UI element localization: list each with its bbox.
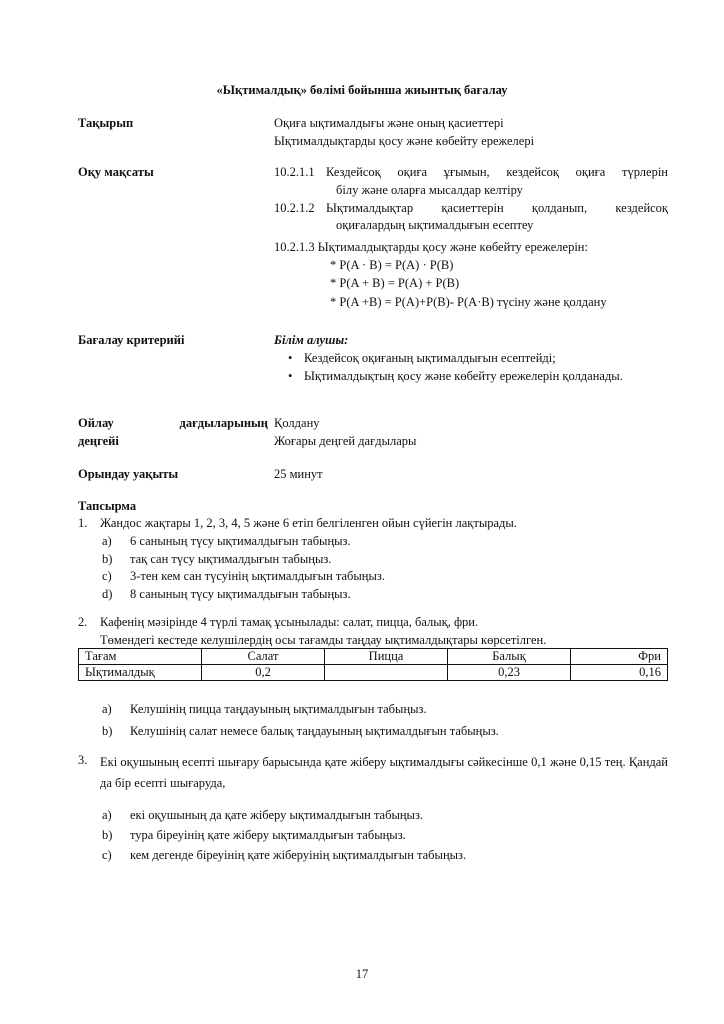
subtask xyxy=(78,551,668,569)
page-number: 17 xyxy=(355,967,369,981)
page-title: «Ықтималдық» бөлімі бойынша жиынтық бағалау xyxy=(216,83,508,97)
task-2-subtasks xyxy=(78,701,668,741)
objective-text: Кездейсоқ оқиға ұғымын, кездейсоқ оқиға түрлерін xyxy=(326,165,668,179)
task-3 xyxy=(78,752,668,865)
topic-label: Тақырып xyxy=(78,116,134,130)
thinking-label xyxy=(78,415,268,451)
criteria-value xyxy=(274,332,668,385)
subtask xyxy=(78,847,668,865)
table-cell: Ықтималдық xyxy=(79,665,202,681)
topic-value xyxy=(274,115,668,151)
table-cell: 0,23 xyxy=(448,665,571,681)
formula-line: * P(A · B) = P(A) · P(B) xyxy=(330,257,454,272)
table-cell: Фри xyxy=(571,649,668,665)
table-row xyxy=(79,665,668,681)
subtask-text: Келушінің салат немесе балық таңдауының ықтималдығын табыңыз. xyxy=(130,723,499,738)
subtask-letter: c) xyxy=(102,847,112,862)
thinking-label-word: Ойлау xyxy=(78,416,114,430)
criteria-label: Бағалау критерийі xyxy=(78,333,185,347)
criteria-bullet xyxy=(274,350,668,368)
task-number: 3. xyxy=(78,753,88,767)
table-cell: Тағам xyxy=(79,649,202,665)
subtask-text: тура біреуінің қате жіберу ықтималдығын табыңыз. xyxy=(130,828,406,842)
time-value: 25 минут xyxy=(274,467,323,481)
criteria-text: Ықтималдықтың қосу және көбейту ережелерін қолданады. xyxy=(304,368,623,383)
subtask-letter: d) xyxy=(102,587,113,601)
subtask xyxy=(78,568,668,586)
table-cell: Балық xyxy=(448,649,571,665)
objective-item xyxy=(274,200,668,236)
task-2 xyxy=(78,614,668,650)
topic-line: Оқиға ықтималдығы және оның қасиеттері xyxy=(274,116,504,130)
thinking-label-line xyxy=(78,415,268,433)
table-cell: Пицца xyxy=(325,649,448,665)
subtask xyxy=(78,533,668,551)
subtask-text: екі оқушының да қате жіберу ықтималдығын табыңыз. xyxy=(130,808,424,823)
formula-line: * P(A +B) = P(A)+P(B)- P(A·B) түсіну және қолдану xyxy=(330,295,607,310)
thinking-line: Қолдану xyxy=(274,416,320,430)
subtask xyxy=(78,701,668,719)
task-number: 2. xyxy=(78,615,88,629)
thinking-label-word: дағдыларының xyxy=(179,416,268,430)
objective-text: оқиғалардың ықтималдығын есептеу xyxy=(336,218,534,233)
task-text: Төмендегі кестеде келушілердің осы тағамды таңдау ықтималдықтары көрсетілген. xyxy=(100,632,547,647)
subtask-text: Келушінің пицца таңдауының ықтималдығын табыңыз. xyxy=(130,702,427,716)
subtask-text: 6 санының түсу ықтималдығын табыңыз. xyxy=(130,533,351,548)
subtask-letter: c) xyxy=(102,569,112,584)
subtask-letter: b) xyxy=(102,551,113,566)
table-header-row xyxy=(79,649,668,665)
subtask xyxy=(78,723,668,741)
task-text: Жандос жақтары 1, 2, 3, 4, 5 және 6 етіп белгіленген ойын сүйегін лақтырады. xyxy=(100,516,517,530)
subtask xyxy=(78,586,668,604)
table-cell: 0,2 xyxy=(202,665,325,681)
subtask xyxy=(78,807,668,825)
time-label: Орындау уақыты xyxy=(78,467,179,481)
objective-item xyxy=(274,164,668,200)
bullet-icon: • xyxy=(288,350,293,365)
task-heading: Тапсырма xyxy=(78,499,137,513)
table-cell: 0,16 xyxy=(571,665,668,681)
objective-item-3: 10.2.1.3 Ықтималдықтарды қосу және көбейту ережелерін: xyxy=(274,240,588,254)
objective-text: білу және оларға мысалдар келтіру xyxy=(336,182,523,197)
table-cell: Салат xyxy=(202,649,325,665)
criteria-bullet xyxy=(274,368,668,386)
task-text: Кафенің мәзірінде 4 түрлі тамақ ұсынылады: салат, пицца, балық, фри. xyxy=(100,615,479,629)
subtask xyxy=(78,827,668,845)
subtask-letter: a) xyxy=(102,533,112,548)
subtask-text: кем дегенде біреуінің қате жіберуінің ықтималдығын табыңыз. xyxy=(130,847,467,862)
subtask-text: 8 санының түсу ықтималдығын табыңыз. xyxy=(130,587,351,601)
objectives-label: Оқу мақсаты xyxy=(78,165,154,179)
subtask-letter: b) xyxy=(102,828,113,842)
learner-heading: Білім алушы: xyxy=(274,333,349,347)
table-cell xyxy=(325,665,448,681)
topic-line: Ықтималдықтарды қосу және көбейту ережелері xyxy=(274,133,535,148)
thinking-label-line: деңгейі xyxy=(78,433,119,448)
probability-table xyxy=(78,648,668,681)
objectives-value xyxy=(274,164,668,312)
subtask-letter: a) xyxy=(102,808,112,823)
objective-code: 10.2.1.2 xyxy=(274,200,315,215)
bullet-icon: • xyxy=(288,368,293,383)
subtask-letter: a) xyxy=(102,702,112,716)
subtask-text: тақ сан түсу ықтималдығын табыңыз. xyxy=(130,551,332,566)
thinking-value xyxy=(274,415,668,451)
task-text: Екі оқушының есепті шығару барысында қате жіберу ықтималдығы сәйкесінше 0,1 және 0,15 тең. Қандай да бір есепті шығаруда, xyxy=(100,755,668,790)
subtask-letter: b) xyxy=(102,723,113,738)
objective-code: 10.2.1.1 xyxy=(274,165,315,179)
task-number: 1. xyxy=(78,516,88,530)
formula-line: * P(A + B) = P(A) + P(B) xyxy=(330,275,460,290)
criteria-text: Кездейсоқ оқиғаның ықтималдығын есептейді; xyxy=(304,350,556,365)
subtask-text: 3-тен кем сан түсуінің ықтималдығын табыңыз. xyxy=(130,569,385,584)
objective-text: Ықтималдықтар қасиеттерін қолданып, кездейсоқ xyxy=(326,200,668,215)
task-1 xyxy=(78,515,668,604)
thinking-line: Жоғары деңгей дағдылары xyxy=(274,433,417,448)
